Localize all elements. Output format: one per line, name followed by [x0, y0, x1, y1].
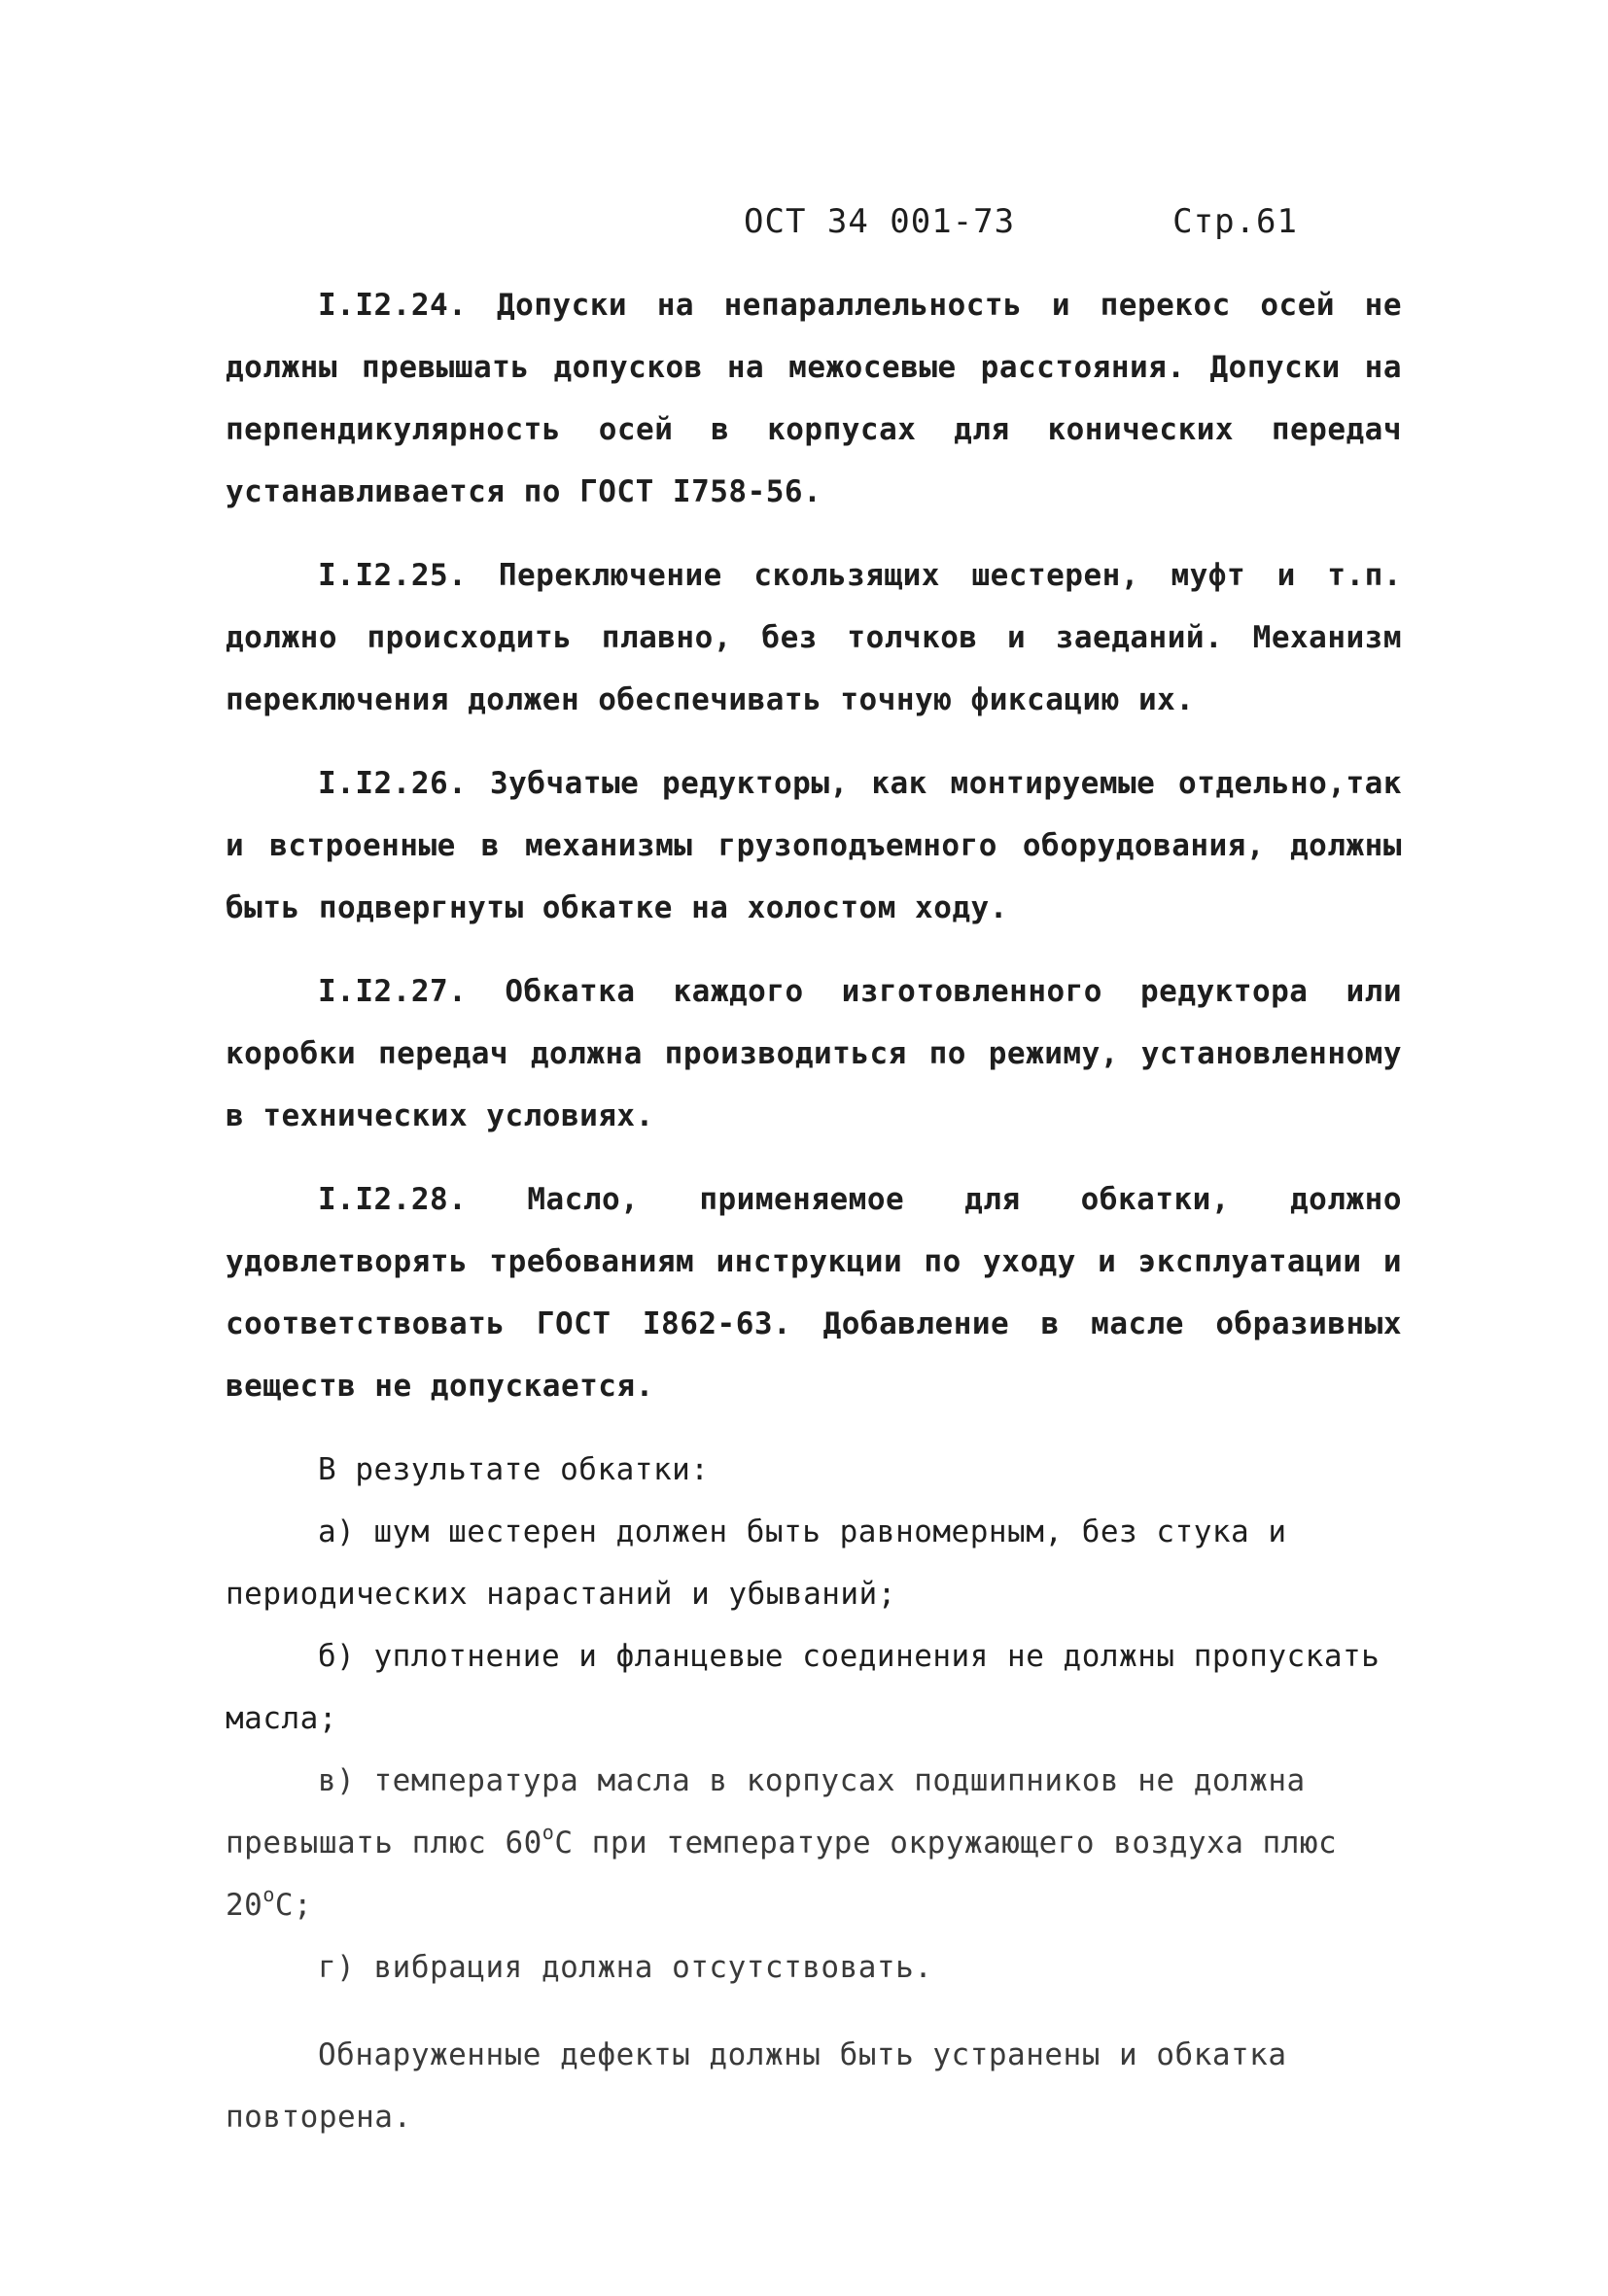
clause-1-12-27: [226, 960, 1402, 1147]
clause-number: I.I2.26.: [318, 766, 468, 801]
clause-1-12-24: [226, 274, 1402, 523]
degree-sign-2: о: [262, 1883, 275, 1906]
clause-number: I.I2.24.: [318, 288, 468, 323]
list-item-g: г) вибрация должна отсутствовать.: [318, 1950, 933, 1985]
list-item-v-text-3: С;: [274, 1888, 313, 1923]
results-list: [226, 1501, 1402, 1999]
list-item-v-text-1: в) температура масла в корпусах подшипников не должна превышать плюс 60: [226, 1763, 1306, 1861]
page-number: Стр.61: [1172, 202, 1298, 241]
document-body: [226, 274, 1402, 2148]
clause-1-12-28: [226, 1168, 1402, 1417]
list-item-v-text-2: С при температуре окружающего воздуха плюс 20: [226, 1826, 1338, 1923]
standard-number: ОСТ 34 001-73: [744, 202, 1016, 241]
clause-1-12-26: [226, 752, 1402, 939]
clause-1-12-25: [226, 544, 1402, 731]
list-item-v: [226, 1750, 1402, 1936]
clause-text: Зубчатые редукторы, как монтируемые отдельно,так и встроенные в механизмы грузоподъемного оборудования, должны быть подвергнуты обкатке на холостом ходу.: [226, 766, 1402, 925]
clause-text: Масло, применяемое для обкатки, должно удовлетворять требованиям инструкции по уходу и эксплуатации и соответствовать ГОСТ I862-63. Добавление в масле образивных веществ не допускается.: [226, 1182, 1402, 1404]
clause-number: I.I2.25.: [318, 558, 468, 593]
clause-number: I.I2.28.: [318, 1182, 468, 1217]
clause-text: Обкатка каждого изготовленного редуктора или коробки передач должна производиться по режиму, установленному в технических условиях.: [226, 974, 1402, 1133]
clause-text: Переключение скользящих шестерен, муфт и т.п. должно происходить плавно, без толчков и заеданий. Механизм переключения должен обеспечивать точную фиксацию их.: [226, 558, 1402, 717]
results-intro: В результате обкатки:: [318, 1452, 710, 1487]
closing-paragraph: Обнаруженные дефекты должны быть устранены и обкатка повторена.: [226, 2037, 1287, 2135]
list-item-a: а) шум шестерен должен быть равномерным, без стука и периодических нарастаний и убываний;: [226, 1514, 1287, 1612]
list-item-b: б) уплотнение и фланцевые соединения не должны пропускать масла;: [226, 1639, 1381, 1736]
page-header: [744, 202, 1298, 251]
clause-text: Допуски на непараллельность и перекос осей не должны превышать допусков на межосевые расстояния. Допуски на перпендикулярность осей в корпусах для конических передач устанавливается по ГОСТ I758-56.: [226, 288, 1402, 509]
clause-number: I.I2.27.: [318, 974, 468, 1009]
degree-sign-1: о: [542, 1821, 555, 1844]
